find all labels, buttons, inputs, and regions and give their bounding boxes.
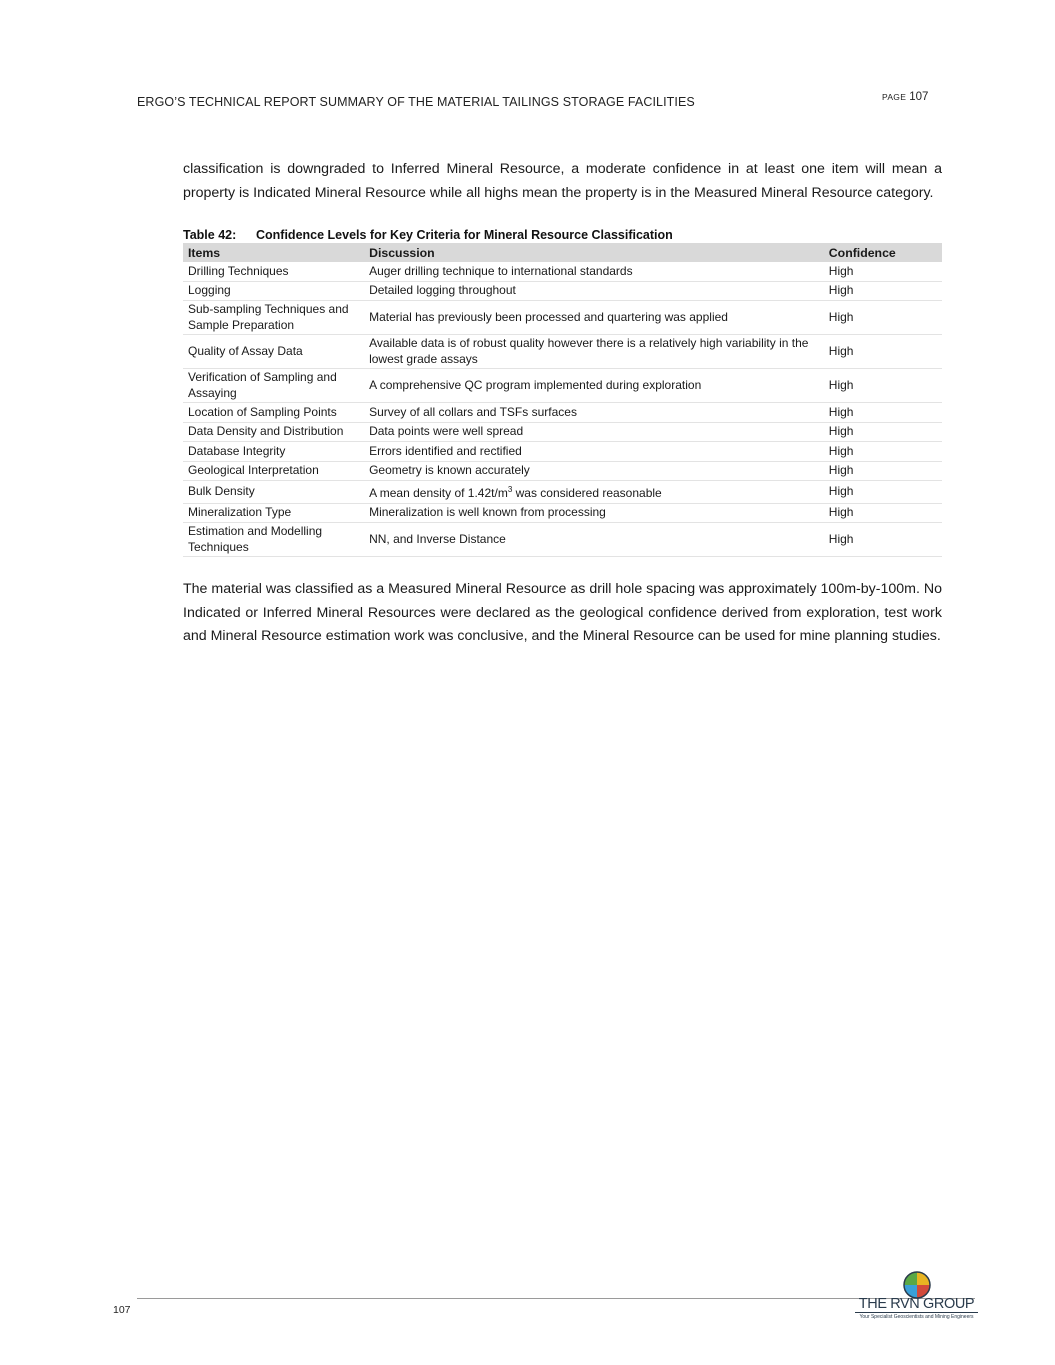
page-content — [183, 158, 942, 649]
superscript-exponent: 3 — [507, 485, 513, 494]
discussion-cell: A comprehensive QC program implemented during exploration — [364, 369, 824, 403]
table-row — [183, 335, 942, 369]
item-cell: Database Integrity — [183, 442, 364, 462]
confidence-cell: High — [824, 461, 942, 481]
confidence-cell: High — [824, 369, 942, 403]
table-row — [183, 481, 942, 504]
footer-page-number: 107 — [113, 1304, 131, 1316]
table-row — [183, 523, 942, 557]
discussion-cell: Mineralization is well known from processing — [364, 503, 824, 523]
header-confidence: Confidence — [824, 243, 942, 262]
item-cell: Geological Interpretation — [183, 461, 364, 481]
table-row — [183, 403, 942, 423]
running-header-title: ERGO’S TECHNICAL REPORT SUMMARY OF THE MATERIAL TAILINGS STORAGE FACILITIES — [137, 95, 695, 109]
table-row — [183, 281, 942, 301]
discussion-cell: Auger drilling technique to international standards — [364, 262, 824, 281]
item-cell: Verification of Sampling and Assaying — [183, 369, 364, 403]
confidence-cell: High — [824, 262, 942, 281]
discussion-text-tail: was considered reasonable — [512, 486, 662, 500]
item-cell: Estimation and Modelling Techniques — [183, 523, 364, 557]
confidence-cell: High — [824, 281, 942, 301]
table-row — [183, 369, 942, 403]
item-cell: Data Density and Distribution — [183, 422, 364, 442]
item-cell: Mineralization Type — [183, 503, 364, 523]
table-number: Table 42: — [183, 228, 237, 242]
table-row — [183, 301, 942, 335]
table-row — [183, 262, 942, 281]
confidence-cell: High — [824, 403, 942, 423]
logo-tagline: Your Specialist Geoscientists and Mining Engineers — [859, 1314, 974, 1320]
discussion-cell: Available data is of robust quality however there is a relatively high variability in the lowest grade assays — [364, 335, 824, 369]
confidence-cell: High — [824, 442, 942, 462]
table-row — [183, 422, 942, 442]
item-cell: Location of Sampling Points — [183, 403, 364, 423]
discussion-cell — [364, 481, 824, 504]
footer-divider — [137, 1298, 975, 1299]
discussion-cell: Detailed logging throughout — [364, 281, 824, 301]
table-row — [183, 442, 942, 462]
intro-paragraph: classification is downgraded to Inferred Mineral Resource, a moderate confidence in at least one item will mean a property is Indicated Mineral Resource while all highs mean the property is in the Measured Mineral Resource category. — [183, 161, 942, 201]
discussion-cell: Geometry is known accurately — [364, 461, 824, 481]
table-header-row — [183, 243, 942, 262]
confidence-cell: High — [824, 523, 942, 557]
discussion-text: A mean density of 1.42t/m — [369, 486, 508, 500]
confidence-cell: High — [824, 335, 942, 369]
item-cell: Quality of Assay Data — [183, 335, 364, 369]
confidence-cell: High — [824, 301, 942, 335]
table-row — [183, 461, 942, 481]
discussion-cell: Errors identified and rectified — [364, 442, 824, 462]
confidence-table — [183, 243, 942, 557]
confidence-cell: High — [824, 481, 942, 504]
discussion-cell: Survey of all collars and TSFs surfaces — [364, 403, 824, 423]
company-logo — [855, 1270, 980, 1322]
conclusion-paragraph: The material was classified as a Measured Mineral Resource as drill hole spacing was approximately 100m-by-100m. No Indicated or Inferred Mineral Resources were declared as the geological confidence derived from exploration, test work and Mineral Resource estimation work was conclusive, and the Mineral Resource can be used for mine planning studies. — [183, 581, 942, 644]
item-cell: Sub-sampling Techniques and Sample Preparation — [183, 301, 364, 335]
table-row — [183, 503, 942, 523]
item-cell: Drilling Techniques — [183, 262, 364, 281]
header-page-value: 107 — [909, 91, 929, 103]
table-caption — [183, 228, 942, 242]
item-cell: Logging — [183, 281, 364, 301]
header-items: Items — [183, 243, 364, 262]
confidence-cell: High — [824, 503, 942, 523]
header-discussion: Discussion — [364, 243, 824, 262]
confidence-cell: High — [824, 422, 942, 442]
logo-wordmark: THE RVN GROUP — [855, 1297, 978, 1313]
discussion-cell: Data points were well spread — [364, 422, 824, 442]
header-page-number — [882, 91, 928, 103]
discussion-cell: Material has previously been processed and quartering was applied — [364, 301, 824, 335]
table-title: Confidence Levels for Key Criteria for Mineral Resource Classification — [256, 228, 673, 242]
item-cell: Bulk Density — [183, 481, 364, 504]
discussion-cell: NN, and Inverse Distance — [364, 523, 824, 557]
header-page-label: PAGE — [882, 92, 907, 102]
